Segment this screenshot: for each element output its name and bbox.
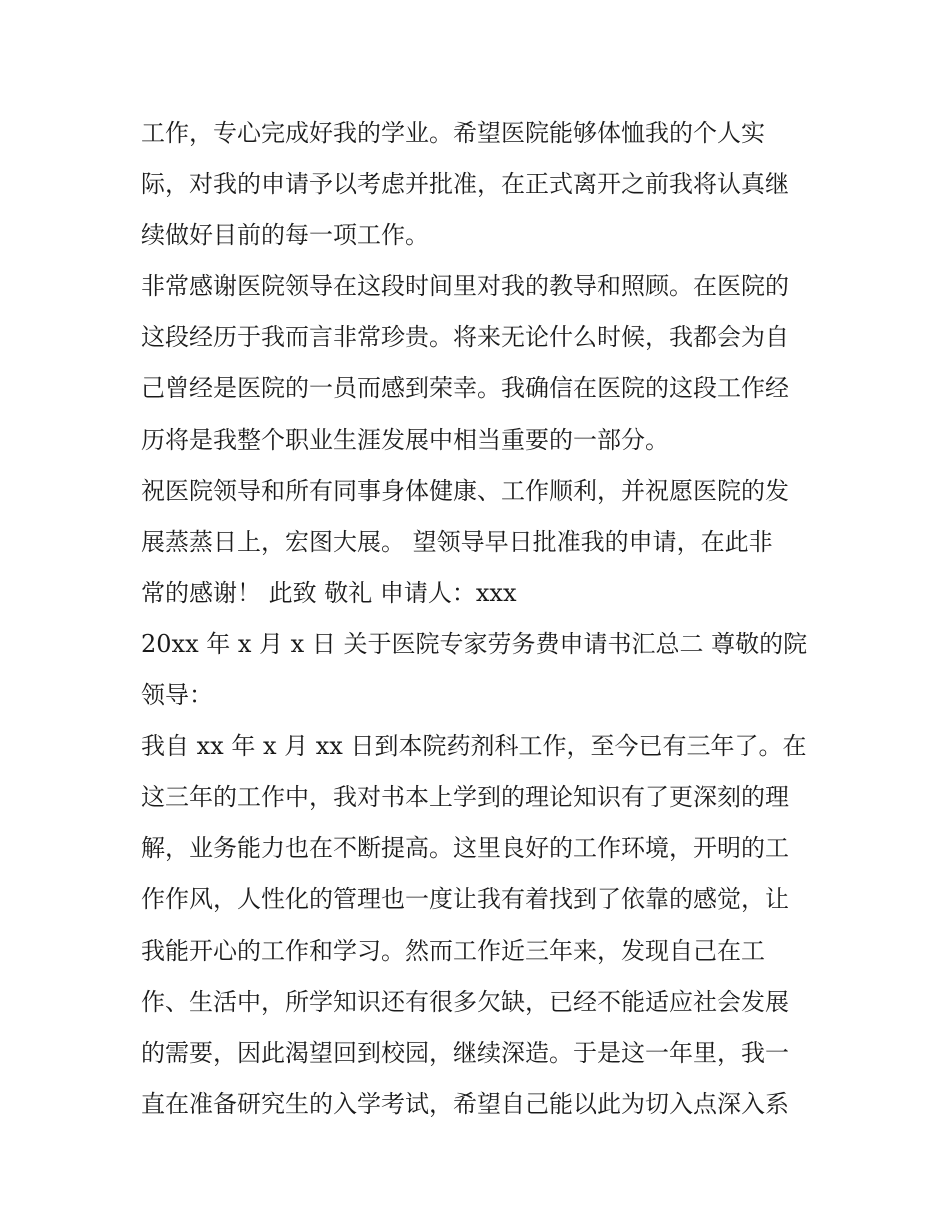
text-line: 这段经历于我而言非常珍贵。将来无论什么时候，我都会为自 bbox=[141, 323, 789, 352]
text-line: 展蒸蒸日上，宏图大展。 望领导早日批准我的申请，在此非 bbox=[141, 527, 773, 556]
text-line: 20xx 年 x 月 x 日 关于医院专家劳务费申请书汇总二 尊敬的院 bbox=[141, 629, 808, 658]
text-line: 作、生活中，所学知识还有很多欠缺，已经不能适应社会发展 bbox=[141, 987, 789, 1016]
text-line: 历将是我整个职业生涯发展中相当重要的一部分。 bbox=[141, 425, 669, 454]
text-line: 直在准备研究生的入学考试，希望自己能以此为切入点深入系 bbox=[141, 1089, 789, 1118]
text-line: 解，业务能力也在不断提高。这里良好的工作环境，开明的工 bbox=[141, 834, 789, 863]
text-line: 工作，专心完成好我的学业。希望医院能够体恤我的个人实 bbox=[141, 119, 765, 147]
text-line: 作作风，人性化的管理也一度让我有着找到了依靠的感觉，让 bbox=[141, 885, 789, 914]
document-body bbox=[141, 108, 821, 1130]
text-line: 祝医院领导和所有同事身体健康、工作顺利，并祝愿医院的发 bbox=[141, 476, 789, 505]
text-line: 这三年的工作中，我对书本上学到的理论知识有了更深刻的理 bbox=[141, 783, 789, 812]
text-line: 的需要，因此渴望回到校园，继续深造。于是这一年里，我一 bbox=[141, 1038, 789, 1067]
text-line: 常的感谢！ 此致 敬礼 申请人：xxx bbox=[141, 578, 517, 607]
text-line: 非常感谢医院领导在这段时间里对我的教导和照顾。在医院的 bbox=[141, 272, 789, 301]
text-line: 我自 xx 年 x 月 xx 日到本院药剂科工作，至今已有三年了。在 bbox=[141, 732, 807, 761]
text-line: 我能开心的工作和学习。然而工作近三年来，发现自己在工 bbox=[141, 936, 765, 965]
text-line: 续做好目前的每一项工作。 bbox=[141, 221, 429, 250]
text-line: 际，对我的申请予以考虑并批准，在正式离开之前我将认真继 bbox=[141, 170, 789, 199]
text-line: 己曾经是医院的一员而感到荣幸。我确信在医院的这段工作经 bbox=[141, 374, 789, 403]
text-line: 领导： bbox=[141, 681, 213, 710]
